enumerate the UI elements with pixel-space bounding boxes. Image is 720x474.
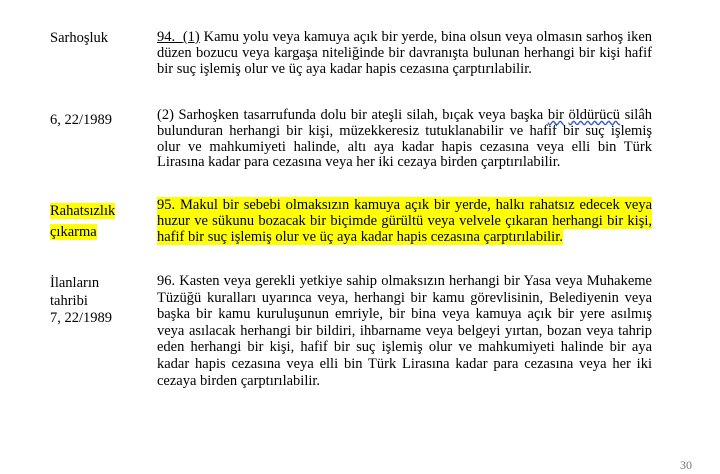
paragraph-94-2-rest: silâh bulunduran herhangi bir kişi, müzekkeresiz tutuklanabilir ve hafif bir suç işlemiş olur ve mahkumiyeti halinde, altı aya kadar hapis cezasına veya elli bin Türk Lirasına kadar para cezasına veya her iki cezaya birden çarptırılabilir. <box>157 107 653 171</box>
paragraph-95 <box>157 198 652 245</box>
margin-note-ref-1989-b: 7, 22/1989 <box>50 310 113 326</box>
margin-note-ilanlarin-line1: İlanların <box>50 275 100 291</box>
spellcheck-underline-2: öldürücü <box>568 107 621 123</box>
margin-note-ref-1989-a <box>50 112 150 129</box>
margin-note-sarhosluk-text: Sarhoşluk <box>50 30 108 46</box>
paragraph-94-2 <box>157 108 652 171</box>
margin-note-rahatsizlik-line2: çıkarma <box>50 224 97 240</box>
margin-note-sarhosluk <box>50 30 150 47</box>
page-number: 30 <box>680 458 692 472</box>
margin-note-ilanlarin <box>50 275 150 328</box>
paragraph-94-1 <box>157 30 652 77</box>
spellcheck-underline-1: bir <box>547 107 564 123</box>
paragraph-96-text: 96. Kasten veya gerekli yetkiye sahip olmaksızın herhangi bir Yasa veya Muhakeme Tüzüğü kuralları uyarınca veya, herhangi bir kamu görevlisinin, Belediyenin veya başka bir kamu kuruluşunun emriyle, bir bina veya kamuya açık bir yere asılmış veya asılacak herhangi bir bildiri, ihbarname veya belgeyi yırtan, bozan veya tahrip eden herhangi bir kişi, hafif bir suç işlemiş olur ve mahkumiyeti halinde bir aya kadar hapis cezasına veya elli bin Türk Lirasına kadar para cezasına veya her iki cezaya birden çarptırılabilir. <box>157 273 652 389</box>
margin-note-rahatsizlik <box>50 201 150 243</box>
margin-note-rahatsizlik-line1: Rahatsızlık <box>50 203 116 219</box>
paragraph-96 <box>157 273 652 389</box>
paragraph-94-1-text: Kamu yolu veya kamuya açık bir yerde, bina olsun veya olmasın sarhoş iken düzen bozucu veya kargaşa niteliğinde bir davranışta bulunan herhangi bir kişi hafif bir suç işlemiş olur ve üç aya kadar hapis cezasına çarptırılabilir. <box>157 29 653 77</box>
margin-note-ref-text: 6, 22/1989 <box>50 112 113 128</box>
paragraph-94-2-start: (2) Sarhoşken tasarrufunda dolu bir ateşli silah, bıçak veya başka <box>157 107 548 123</box>
paragraph-95-text: 95. Makul bir sebebi olmaksızın kamuya açık bir yerde, halkı rahatsız edecek veya huzur ve sükunu bozacak bir biçimde gürültü veya velvele çıkaran herhangi bir kişi, hafif bir suç işlemiş olur ve üç aya kadar hapis cezasına çarptırılabilir. <box>157 197 652 245</box>
section-number-94: 94. (1) <box>157 29 200 45</box>
margin-note-ilanlarin-line2: tahribi <box>50 292 88 309</box>
